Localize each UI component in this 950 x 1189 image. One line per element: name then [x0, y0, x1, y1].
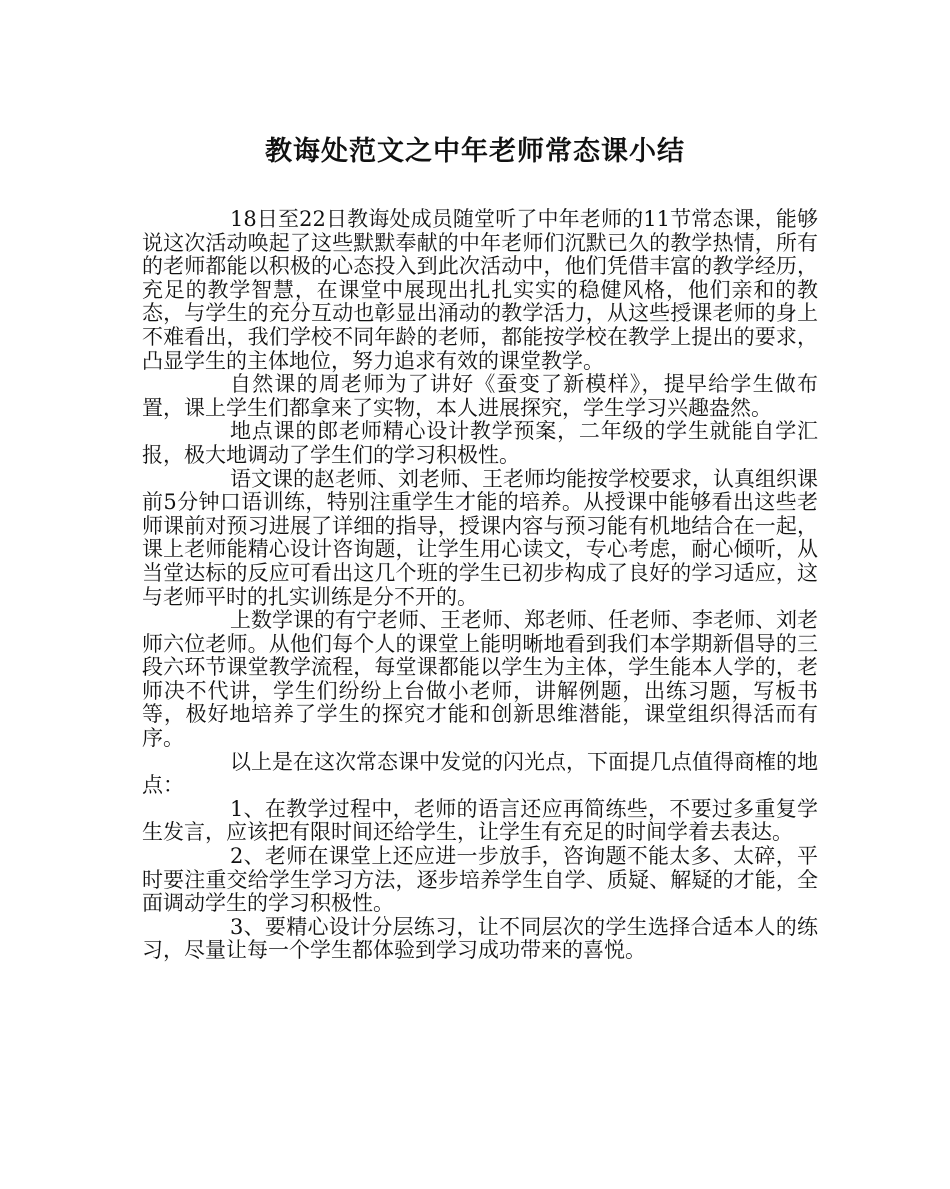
paragraph-point-1: 1、在教学过程中，老师的语言还应再简练些，不要过多重复学生发言，应该把有限时间还给学生，让学生有充足的时间学着去表达。 [142, 796, 818, 845]
paragraph-point-2: 2、老师在课堂上还应进一步放手，咨询题不能太多、太碎，平时要注重交给学生学习方法，逐步培养学生自学、质疑、解疑的才能，全面调动学生的学习积极性。 [142, 844, 818, 916]
paragraph-discussion-intro: 以上是在这次常态课中发觉的闪光点，下面提几点值得商榷的地点： [142, 749, 818, 798]
paragraph-intro: 18日至22日教诲处成员随堂听了中年老师的11节常态课，能够说这次活动唤起了这些默默奉献的中年老师们沉默已久的教学热情，所有的老师都能以积极的心态投入到此次活动中，他们凭借丰富的教学经历，充足的教学智慧，在课堂中展现出扎扎实实的稳健风格，他们亲和的教态，与学生的充分互动也彰显出涌动的教学活力，从这些授课老师的身上不难看出，我们学校不同年龄的老师，都能按学校在教学上提出的要求，凸显学生的主体地位，努力追求有效的课堂教学。 [142, 207, 818, 373]
paragraph-point-3: 3、要精心设计分层练习，让不同层次的学生选择合适本人的练习，尽量让每一个学生都体验到学习成功带来的喜悦。 [142, 914, 818, 963]
paragraph-geography-class: 地点课的郎老师精心设计教学预案，二年级的学生就能自学汇报，极大地调动了学生们的学习积极性。 [142, 419, 818, 467]
paragraph-nature-class: 自然课的周老师为了讲好《蚕变了新模样》，提早给学生做布置，课上学生们都拿来了实物，本人进展探究，学生学习兴趣盎然。 [142, 372, 818, 420]
document-title: 教诲处范文之中年老师常态课小结 [265, 136, 685, 167]
paragraph-math-class: 上数学课的有宁老师、王老师、郑老师、任老师、李老师、刘老师六位老师。从他们每个人的课堂上能明晰地看到我们本学期新倡导的三段六环节课堂教学流程，每堂课都能以学生为主体，学生能本人学的，老师决不代讲，学生们纷纷上台做小老师，讲解例题，出练习题，写板书等，极好地培养了学生的探究才能和创新思维潜能，课堂组织得活而有序。 [142, 608, 818, 751]
paragraph-chinese-class: 语文课的赵老师、刘老师、王老师均能按学校要求，认真组织课前5分钟口语训练，特别注重学生才能的培养。从授课中能够看出这些老师课前对预习进展了详细的指导，授课内容与预习能有机地结合在一起，课上老师能精心设计咨询题，让学生用心读文，专心考虑，耐心倾听，从当堂达标的反应可看出这几个班的学生已初步构成了良好的学习适应，这与老师平时的扎实训练是分不开的。 [142, 466, 818, 609]
document-body [142, 208, 818, 963]
